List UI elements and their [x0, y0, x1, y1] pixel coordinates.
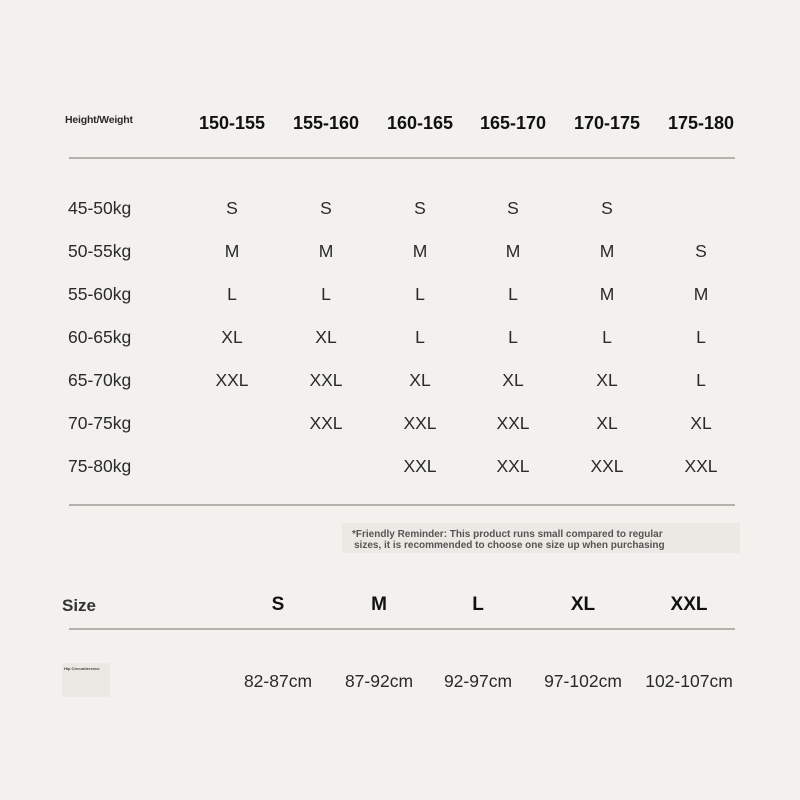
size-cell: XXL: [309, 413, 343, 433]
weight-label: 45-50kg: [68, 198, 132, 218]
hip-value: 82-87cm: [243, 671, 313, 691]
height-header: 155-160: [292, 113, 360, 133]
weight-label: 55-60kg: [68, 284, 132, 304]
size-cell: L: [227, 284, 237, 304]
height-header: 150-155: [198, 113, 266, 133]
height-header: 165-170: [479, 113, 547, 133]
height-header: 175-180: [667, 113, 735, 133]
height-weight-label: Height/Weight: [65, 114, 133, 126]
weight-label: 60-65kg: [68, 327, 132, 347]
size-cell: S: [601, 198, 613, 218]
size-cell: XL: [502, 370, 524, 390]
size-cell: XXL: [309, 370, 343, 390]
size-cell: XL: [596, 370, 618, 390]
size-cell: M: [599, 284, 615, 304]
size-cell: XXL: [496, 456, 530, 476]
size-cell: M: [224, 241, 240, 261]
reminder-line-2: sizes, it is recommended to choose one size up when purchasing: [354, 540, 665, 551]
friendly-reminder: [342, 523, 740, 553]
size-header: XL: [570, 594, 596, 615]
size-cell: XXL: [684, 456, 718, 476]
reminder-line-1: *Friendly Reminder: This product runs small compared to regular: [352, 529, 663, 540]
size-cell: XXL: [403, 413, 437, 433]
size-cell: S: [695, 241, 707, 261]
hip-value: 92-97cm: [443, 671, 513, 691]
height-header: 170-175: [573, 113, 641, 133]
size-cell: M: [412, 241, 428, 261]
size-label: Size: [62, 596, 97, 615]
size-cell: M: [693, 284, 709, 304]
hip-value: 87-92cm: [344, 671, 414, 691]
size-cell: XXL: [215, 370, 249, 390]
size-cell: XL: [409, 370, 431, 390]
size-cell: L: [696, 370, 706, 390]
size-cell: XL: [596, 413, 618, 433]
size-cell: M: [505, 241, 521, 261]
weight-label: 65-70kg: [68, 370, 132, 390]
size-cell: XXL: [403, 456, 437, 476]
size-cell: L: [508, 327, 518, 347]
weight-label: 50-55kg: [68, 241, 132, 261]
bottom-divider: [69, 628, 735, 630]
size-cell: XL: [315, 327, 337, 347]
weight-label: 70-75kg: [68, 413, 132, 433]
size-cell: L: [508, 284, 518, 304]
size-header: S: [271, 594, 285, 615]
hip-value: 97-102cm: [544, 671, 622, 691]
hip-value: 102-107cm: [645, 671, 733, 691]
size-cell: L: [415, 284, 425, 304]
size-cell: M: [599, 241, 615, 261]
height-header: 160-165: [386, 113, 454, 133]
size-cell: XL: [690, 413, 712, 433]
size-header: L: [472, 594, 484, 615]
size-cell: L: [321, 284, 331, 304]
size-cell: XXL: [590, 456, 624, 476]
size-cell: L: [415, 327, 425, 347]
size-header: XXL: [670, 594, 708, 615]
size-cell: L: [602, 327, 612, 347]
size-cell: S: [507, 198, 519, 218]
size-cell: S: [414, 198, 426, 218]
top-divider: [69, 157, 735, 159]
size-cell: M: [318, 241, 334, 261]
weight-label: 75-80kg: [68, 456, 132, 476]
size-header: M: [371, 594, 387, 615]
size-cell: L: [696, 327, 706, 347]
size-cell: S: [320, 198, 332, 218]
hip-circumference-label: Hip Circumference: [64, 666, 100, 671]
middle-divider: [69, 504, 735, 506]
size-cell: XXL: [496, 413, 530, 433]
size-cell: S: [226, 198, 238, 218]
size-cell: XL: [221, 327, 243, 347]
